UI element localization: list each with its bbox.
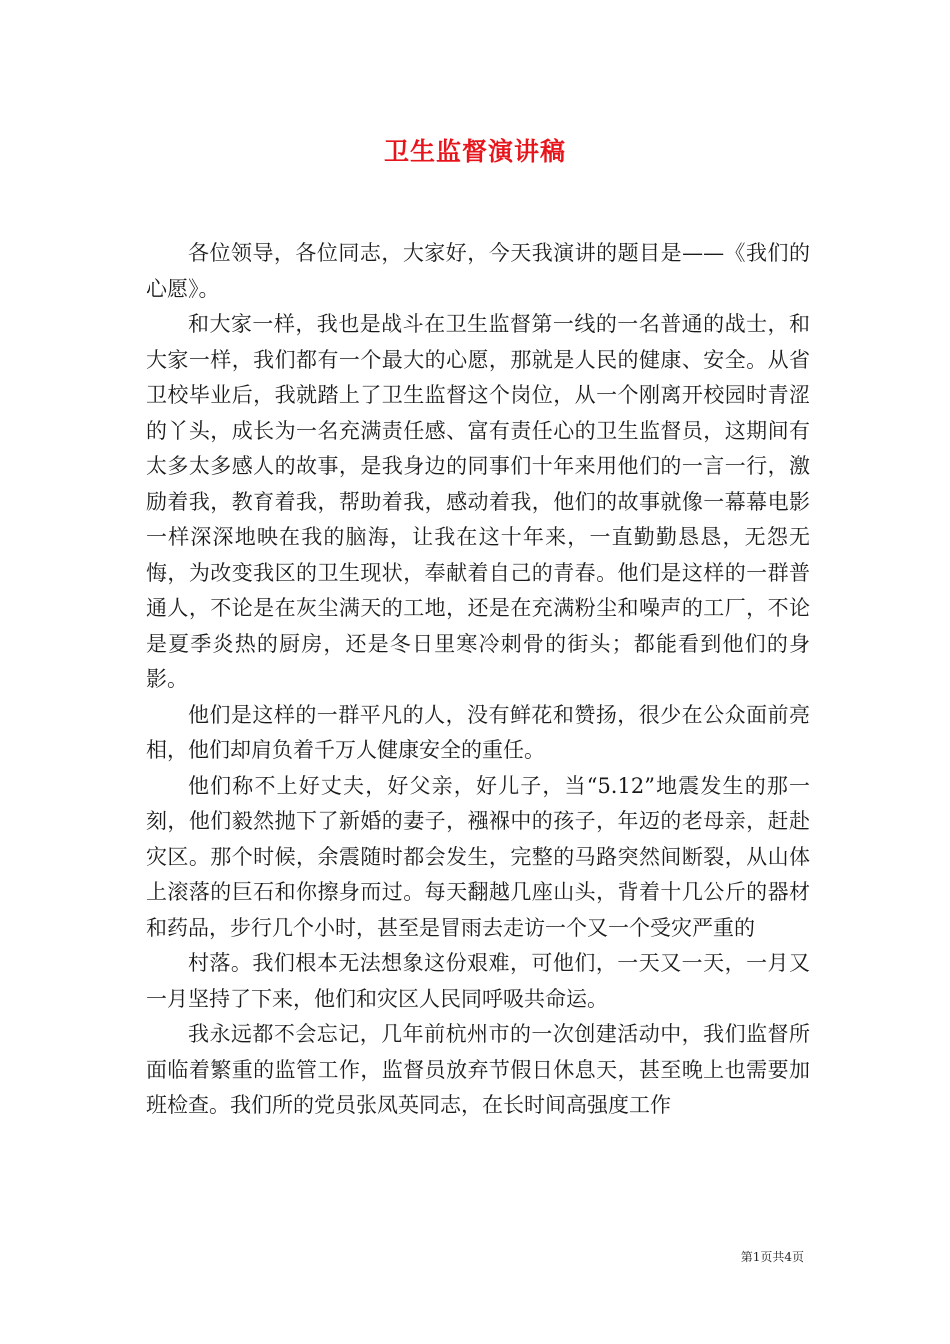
paragraph-earthquake: 他们称不上好丈夫，好父亲，好儿子，当“5.12”地震发生的那一刻，他们毅然抛下了新婚的妻子，襁褓中的孩子，年迈的老母亲，赶赴灾区。那个时候，余震随时都会发生，完整的马路突然间断裂，从山体上滚落的巨石和你擦身而过。每天翻越几座山头，背着十几公斤的器材和药品，步行几个小时，甚至是冒雨去走访一个又一个受灾严重的 [146,773,810,940]
paragraph-ordinary-people: 他们是这样的一群平凡的人，没有鲜花和赞扬，很少在公众面前亮相，他们却肩负着千万人健康安全的重任。 [146,702,810,762]
document-body [146,236,810,1124]
paragraph-hangzhou: 我永远都不会忘记，几年前杭州市的一次创建活动中，我们监督所面临着繁重的监管工作，监督员放弃节假日休息天，甚至晚上也需要加班检查。我们所的党员张凤英同志，在长时间高强度工作 [146,1022,810,1117]
paragraph-greeting: 各位领导，各位同志，大家好，今天我演讲的题目是——《我们的心愿》。 [146,241,810,301]
page-number: 第1页共4页 [740,1250,804,1264]
document-title: 卫生监督演讲稿 [383,137,566,166]
paragraph-introduction: 和大家一样，我也是战斗在卫生监督第一线的一名普通的战士，和大家一样，我们都有一个最大的心愿，那就是人民的健康、安全。从省卫校毕业后，我就踏上了卫生监督这个岗位，从一个刚离开校园时青涩的丫头，成长为一名充满责任感、富有责任心的卫生监督员，这期间有太多太多感人的故事，是我身边的同事们十年来用他们的一言一行，激励着我，教育着我，帮助着我，感动着我，他们的故事就像一幕幕电影一样深深地映在我的脑海，让我在这十年来，一直勤勤恳恳，无怨无悔，为改变我区的卫生现状，奉献着自己的青春。他们是这样的一群普通人，不论是在灰尘满天的工地，还是在充满粉尘和噪声的工厂，不论是夏季炎热的厨房，还是冬日里寒冷刺骨的街头；都能看到他们的身影。 [146,312,810,691]
paragraph-village: 村落。我们根本无法想象这份艰难，可他们，一天又一天，一月又一月坚持了下来，他们和灾区人民同呼吸共命运。 [146,951,810,1011]
